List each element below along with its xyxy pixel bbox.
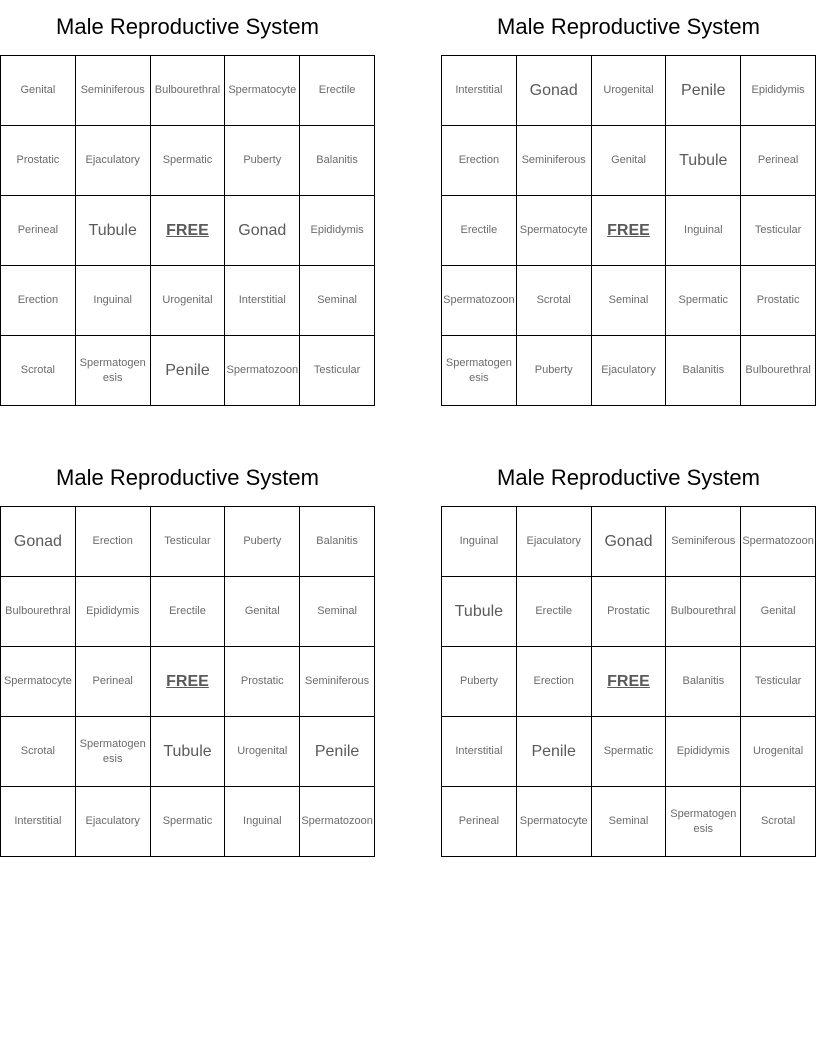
bingo-grid (0, 506, 375, 857)
bingo-cell: Inguinal (225, 787, 300, 857)
bingo-cell: Perineal (741, 126, 816, 196)
bingo-cell: Spermatogenesis (76, 336, 151, 406)
bingo-cell: Erectile (300, 56, 375, 126)
bingo-cell: Prostatic (592, 577, 667, 647)
bingo-cell: Seminal (592, 787, 667, 857)
bingo-cell: Erection (76, 507, 151, 577)
card-title: Male Reproductive System (497, 465, 760, 490)
bingo-cell: Penile (666, 56, 741, 126)
bingo-cell: Seminal (300, 266, 375, 336)
bingo-cell: Prostatic (1, 126, 76, 196)
bingo-cell: Spermatozoon (741, 507, 816, 577)
bingo-cell: Seminiferous (300, 647, 375, 717)
bingo-grid (441, 506, 816, 857)
bingo-cell: Erectile (442, 196, 517, 266)
bingo-cell: Interstitial (442, 717, 517, 787)
bingo-cell: Gonad (517, 56, 592, 126)
card-title: Male Reproductive System (497, 14, 760, 39)
bingo-cell: Balanitis (666, 647, 741, 717)
free-space-cell: FREE (592, 647, 667, 717)
bingo-card-2 (441, 0, 816, 406)
bingo-cell: Spermatic (666, 266, 741, 336)
bingo-cell: Erectile (517, 577, 592, 647)
bingo-cell: Erection (442, 126, 517, 196)
bingo-cell: Testicular (741, 647, 816, 717)
bingo-cell: Puberty (225, 507, 300, 577)
bingo-cell: Balanitis (300, 507, 375, 577)
bingo-cell: Ejaculatory (76, 787, 151, 857)
card-title: Male Reproductive System (56, 465, 319, 490)
bingo-cell: Testicular (300, 336, 375, 406)
bingo-cell: Epididymis (300, 196, 375, 266)
bingo-cell: Gonad (592, 507, 667, 577)
bingo-cell: Epididymis (741, 56, 816, 126)
bingo-cell: Gonad (1, 507, 76, 577)
bingo-cell: Seminiferous (517, 126, 592, 196)
bingo-cell: Spermatogenesis (76, 717, 151, 787)
bingo-cell: Interstitial (1, 787, 76, 857)
bingo-cell: Urogenital (741, 717, 816, 787)
bingo-cell: Bulbourethral (1, 577, 76, 647)
bingo-cell: Erection (517, 647, 592, 717)
bingo-cell: Tubule (76, 196, 151, 266)
bingo-cell: Spermatic (151, 126, 226, 196)
bingo-cell: Penile (151, 336, 226, 406)
bingo-cell: Spermatocyte (225, 56, 300, 126)
bingo-cell: Inguinal (76, 266, 151, 336)
bingo-cell: Genital (741, 577, 816, 647)
bingo-cell: Scrotal (1, 336, 76, 406)
bingo-cell: Urogenital (151, 266, 226, 336)
bingo-cell: Testicular (151, 507, 226, 577)
bingo-cell: Spermatocyte (1, 647, 76, 717)
bingo-cell: Balanitis (666, 336, 741, 406)
bingo-cell: Spermatozoon (442, 266, 517, 336)
free-space-cell: FREE (151, 196, 226, 266)
bingo-cell: Genital (592, 126, 667, 196)
bingo-cell: Genital (225, 577, 300, 647)
bingo-cell: Tubule (666, 126, 741, 196)
bingo-cell: Genital (1, 56, 76, 126)
bingo-cell: Penile (517, 717, 592, 787)
bingo-cell: Erection (1, 266, 76, 336)
bingo-cell: Spermatozoon (300, 787, 375, 857)
bingo-cell: Epididymis (76, 577, 151, 647)
bingo-cell: Seminiferous (76, 56, 151, 126)
bingo-cell: Bulbourethral (666, 577, 741, 647)
bingo-cell: Perineal (76, 647, 151, 717)
bingo-card-4 (441, 451, 816, 857)
bingo-cell: Prostatic (741, 266, 816, 336)
bingo-cell: Spermatogenesis (666, 787, 741, 857)
bingo-cell: Spermatic (151, 787, 226, 857)
bingo-cell: Perineal (442, 787, 517, 857)
bingo-cell: Epididymis (666, 717, 741, 787)
bingo-cell: Tubule (151, 717, 226, 787)
card-title: Male Reproductive System (56, 14, 319, 39)
bingo-cell: Inguinal (442, 507, 517, 577)
bingo-cell: Ejaculatory (517, 507, 592, 577)
bingo-cell: Gonad (225, 196, 300, 266)
bingo-cell: Spermatic (592, 717, 667, 787)
bingo-cell: Scrotal (741, 787, 816, 857)
bingo-cell: Prostatic (225, 647, 300, 717)
bingo-cell: Tubule (442, 577, 517, 647)
bingo-cell: Seminal (592, 266, 667, 336)
bingo-cell: Seminal (300, 577, 375, 647)
bingo-cell: Interstitial (225, 266, 300, 336)
bingo-cell: Seminiferous (666, 507, 741, 577)
bingo-cell: Spermatocyte (517, 787, 592, 857)
bingo-cell: Bulbourethral (151, 56, 226, 126)
bingo-cell: Interstitial (442, 56, 517, 126)
bingo-cell: Ejaculatory (76, 126, 151, 196)
bingo-cell: Inguinal (666, 196, 741, 266)
bingo-cell: Testicular (741, 196, 816, 266)
bingo-cell: Erectile (151, 577, 226, 647)
bingo-cell: Penile (300, 717, 375, 787)
bingo-cell: Balanitis (300, 126, 375, 196)
bingo-cell: Puberty (442, 647, 517, 717)
free-space-cell: FREE (592, 196, 667, 266)
bingo-card-3 (0, 451, 375, 857)
bingo-cell: Puberty (225, 126, 300, 196)
bingo-cell: Scrotal (517, 266, 592, 336)
bingo-cell: Bulbourethral (741, 336, 816, 406)
free-space-cell: FREE (151, 647, 226, 717)
bingo-grid (0, 55, 375, 406)
bingo-cell: Urogenital (592, 56, 667, 126)
bingo-card-1 (0, 0, 375, 406)
bingo-cell: Spermatocyte (517, 196, 592, 266)
bingo-cell: Spermatozoon (225, 336, 300, 406)
bingo-cell: Spermatogenesis (442, 336, 517, 406)
bingo-grid (441, 55, 816, 406)
bingo-cell: Scrotal (1, 717, 76, 787)
bingo-cell: Puberty (517, 336, 592, 406)
bingo-cell: Ejaculatory (592, 336, 667, 406)
bingo-cell: Perineal (1, 196, 76, 266)
bingo-cell: Urogenital (225, 717, 300, 787)
